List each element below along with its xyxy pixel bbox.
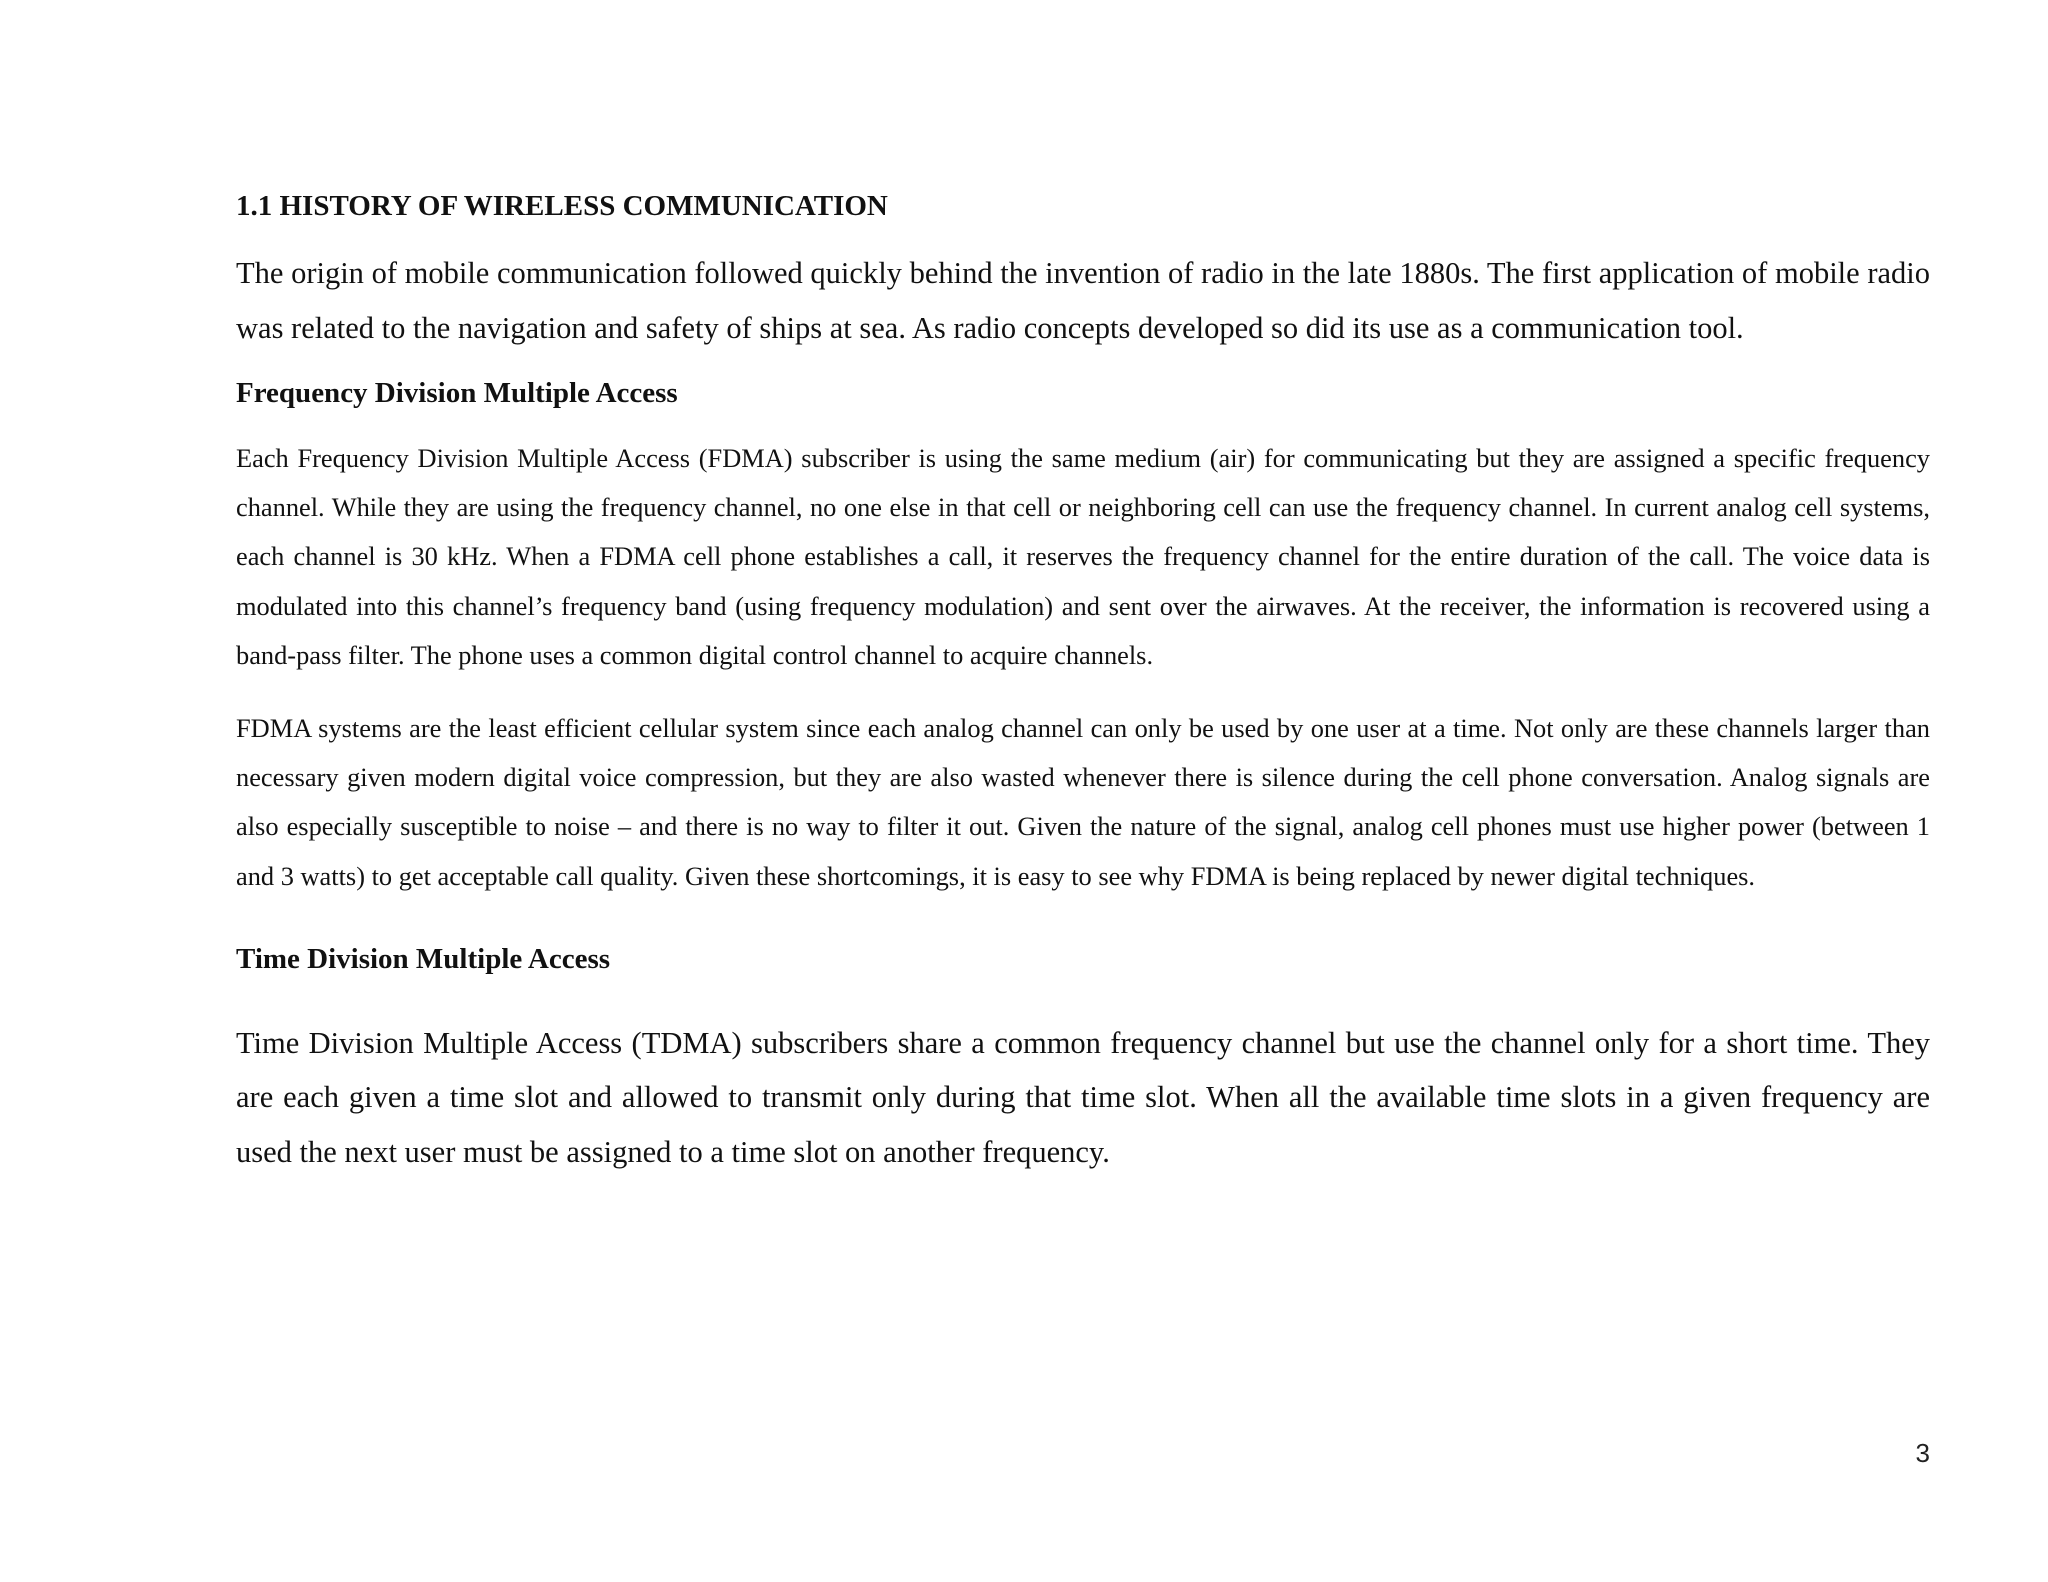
section-title: 1.1 HISTORY OF WIRELESS COMMUNICATION xyxy=(236,190,888,222)
page-number: 3 xyxy=(1915,1438,1930,1468)
page-content xyxy=(236,186,1930,1179)
fdma-paragraph-2: FDMA systems are the least efficient cellular system since each analog channel can only be used by one user at a time. Not only are these channels larger than necessary given modern digital voice compression, but they are also wasted whenever there is silence during the cell phone conversation. Analog signals are also especially susceptible to noise – and there is no way to filter it out. Given the nature of the signal, analog cell phones must use higher power (between 1 and 3 watts) to get acceptable call quality. Given these shortcomings, it is easy to see why FDMA is being replaced by newer digital techniques. xyxy=(236,713,1930,891)
fdma-paragraph-1: Each Frequency Division Multiple Access (FDMA) subscriber is using the same medium (air) for communicating but they are assigned a specific frequency channel. While they are using the frequency channel, no one else in that cell or neighboring cell can use the frequency channel. In current analog cell systems, each channel is 30 kHz. When a FDMA cell phone establishes a call, it reserves the frequency channel for the entire duration of the call. The voice data is modulated into this channel’s frequency band (using frequency modulation) and sent over the airwaves. At the receiver, the information is recovered using a band-pass filter. The phone uses a common digital control channel to acquire channels. xyxy=(236,443,1930,670)
intro-paragraph: The origin of mobile communication followed quickly behind the invention of radio in the late 1880s. The first application of mobile radio was related to the navigation and safety of ships at sea. As radio concepts developed so did its use as a communication tool. xyxy=(236,256,1930,345)
tdma-heading: Time Division Multiple Access xyxy=(236,942,611,975)
fdma-heading: Frequency Division Multiple Access xyxy=(236,377,678,409)
tdma-paragraph-1: Time Division Multiple Access (TDMA) subscribers share a common frequency channel but use the channel only for a short time. They are each given a time slot and allowed to transmit only during that time slot. When all the available time slots in a given frequency are used the next user must be assigned to a time slot on another frequency. xyxy=(236,1025,1930,1169)
